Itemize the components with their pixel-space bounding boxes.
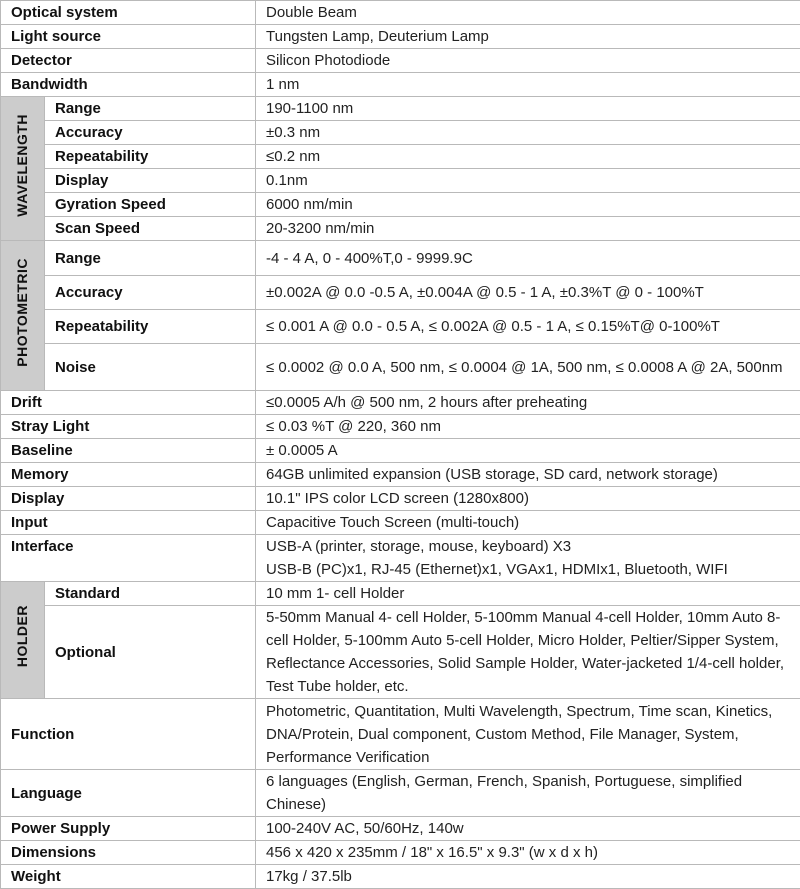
row-label: Accuracy [45, 121, 256, 145]
row-value: 1 nm [256, 73, 800, 97]
table-row [1, 49, 800, 73]
table-row [1, 391, 800, 415]
row-label: Repeatability [45, 145, 256, 169]
row-label: Language [1, 770, 256, 817]
table-row [1, 463, 800, 487]
row-label: Weight [1, 865, 256, 889]
table-row [1, 241, 800, 276]
row-label: Interface [1, 535, 256, 582]
table-row [1, 217, 800, 241]
row-label: Standard [45, 582, 256, 606]
row-value: ±0.002A @ 0.0 -0.5 A, ±0.004A @ 0.5 - 1 A, ±0.3%T @ 0 - 100%T [256, 276, 800, 310]
photometric-group-label: PHOTOMETRIC [11, 258, 34, 367]
table-row [1, 865, 800, 889]
row-label: Dimensions [1, 841, 256, 865]
interface-line-2: USB-B (PC)x1, RJ-45 (Ethernet)x1, VGAx1, HDMIx1, Bluetooth, WIFI [266, 558, 790, 581]
table-row [1, 344, 800, 391]
wavelength-group-label: WAVELENGTH [11, 114, 34, 217]
row-value: ±0.3 nm [256, 121, 800, 145]
table-row [1, 606, 800, 699]
row-value: ≤ 0.0002 @ 0.0 A, 500 nm, ≤ 0.0004 @ 1A, 500 nm, ≤ 0.0008 A @ 2A, 500nm [256, 344, 800, 391]
table-row [1, 817, 800, 841]
row-value [256, 535, 800, 582]
table-row [1, 276, 800, 310]
table-row [1, 97, 800, 121]
table-row [1, 121, 800, 145]
row-value: 17kg / 37.5lb [256, 865, 800, 889]
row-value: 100-240V AC, 50/60Hz, 140w [256, 817, 800, 841]
row-label: Gyration Speed [45, 193, 256, 217]
wavelength-group-cell [1, 97, 45, 241]
row-label: Stray Light [1, 415, 256, 439]
table-row [1, 415, 800, 439]
table-row [1, 439, 800, 463]
row-label: Drift [1, 391, 256, 415]
row-value: 190-1100 nm [256, 97, 800, 121]
row-value: -4 - 4 A, 0 - 400%T,0 - 9999.9C [256, 241, 800, 276]
row-label: Scan Speed [45, 217, 256, 241]
row-value: ± 0.0005 A [256, 439, 800, 463]
row-value: 5-50mm Manual 4- cell Holder, 5-100mm Manual 4-cell Holder, 10mm Auto 8-cell Holder, 5-100mm Auto 5-cell Holder, Micro Holder, Peltier/Sipper System, Reflectance Accessories, Solid Sample Holder, Water-jacketed 1/4-cell holder, Test Tube holder, etc. [256, 606, 800, 699]
table-row [1, 770, 800, 817]
row-label: Detector [1, 49, 256, 73]
table-row [1, 193, 800, 217]
row-label: Light source [1, 25, 256, 49]
row-value: ≤ 0.03 %T @ 220, 360 nm [256, 415, 800, 439]
row-value: 6000 nm/min [256, 193, 800, 217]
interface-line-1: USB-A (printer, storage, mouse, keyboard) X3 [266, 535, 790, 558]
photometric-group-cell [1, 241, 45, 391]
row-label: Repeatability [45, 310, 256, 344]
table-row [1, 145, 800, 169]
row-label: Optical system [1, 1, 256, 25]
table-row [1, 841, 800, 865]
table-row [1, 1, 800, 25]
row-value: 456 x 420 x 235mm / 18" x 16.5" x 9.3" (w x d x h) [256, 841, 800, 865]
row-value: ≤0.2 nm [256, 145, 800, 169]
row-value: Tungsten Lamp, Deuterium Lamp [256, 25, 800, 49]
row-value: 64GB unlimited expansion (USB storage, SD card, network storage) [256, 463, 800, 487]
row-label: Optional [45, 606, 256, 699]
holder-group-cell [1, 582, 45, 699]
row-value: 20-3200 nm/min [256, 217, 800, 241]
table-row [1, 535, 800, 582]
row-label: Function [1, 699, 256, 770]
row-value: 0.1nm [256, 169, 800, 193]
table-row [1, 310, 800, 344]
row-value: Photometric, Quantitation, Multi Wavelength, Spectrum, Time scan, Kinetics, DNA/Protein, Dual component, Custom Method, File Manager, System, Performance Verification [256, 699, 800, 770]
table-row [1, 73, 800, 97]
table-row [1, 699, 800, 770]
row-value: ≤ 0.001 A @ 0.0 - 0.5 A, ≤ 0.002A @ 0.5 - 1 A, ≤ 0.15%T@ 0-100%T [256, 310, 800, 344]
row-value: Silicon Photodiode [256, 49, 800, 73]
row-value: 10.1" IPS color LCD screen (1280x800) [256, 487, 800, 511]
row-value: 10 mm 1- cell Holder [256, 582, 800, 606]
row-value: Capacitive Touch Screen (multi-touch) [256, 511, 800, 535]
row-label: Noise [45, 344, 256, 391]
row-label: Bandwidth [1, 73, 256, 97]
table-row [1, 169, 800, 193]
row-label: Display [45, 169, 256, 193]
row-label: Display [1, 487, 256, 511]
table-row [1, 582, 800, 606]
table-row [1, 25, 800, 49]
table-row [1, 487, 800, 511]
row-label: Memory [1, 463, 256, 487]
row-label: Power Supply [1, 817, 256, 841]
row-label: Range [45, 97, 256, 121]
holder-group-label: HOLDER [11, 605, 34, 667]
row-label: Accuracy [45, 276, 256, 310]
row-label: Input [1, 511, 256, 535]
row-value: ≤0.0005 A/h @ 500 nm, 2 hours after preheating [256, 391, 800, 415]
table-row [1, 511, 800, 535]
row-label: Baseline [1, 439, 256, 463]
row-value: Double Beam [256, 1, 800, 25]
row-label: Range [45, 241, 256, 276]
row-value: 6 languages (English, German, French, Spanish, Portuguese, simplified Chinese) [256, 770, 800, 817]
